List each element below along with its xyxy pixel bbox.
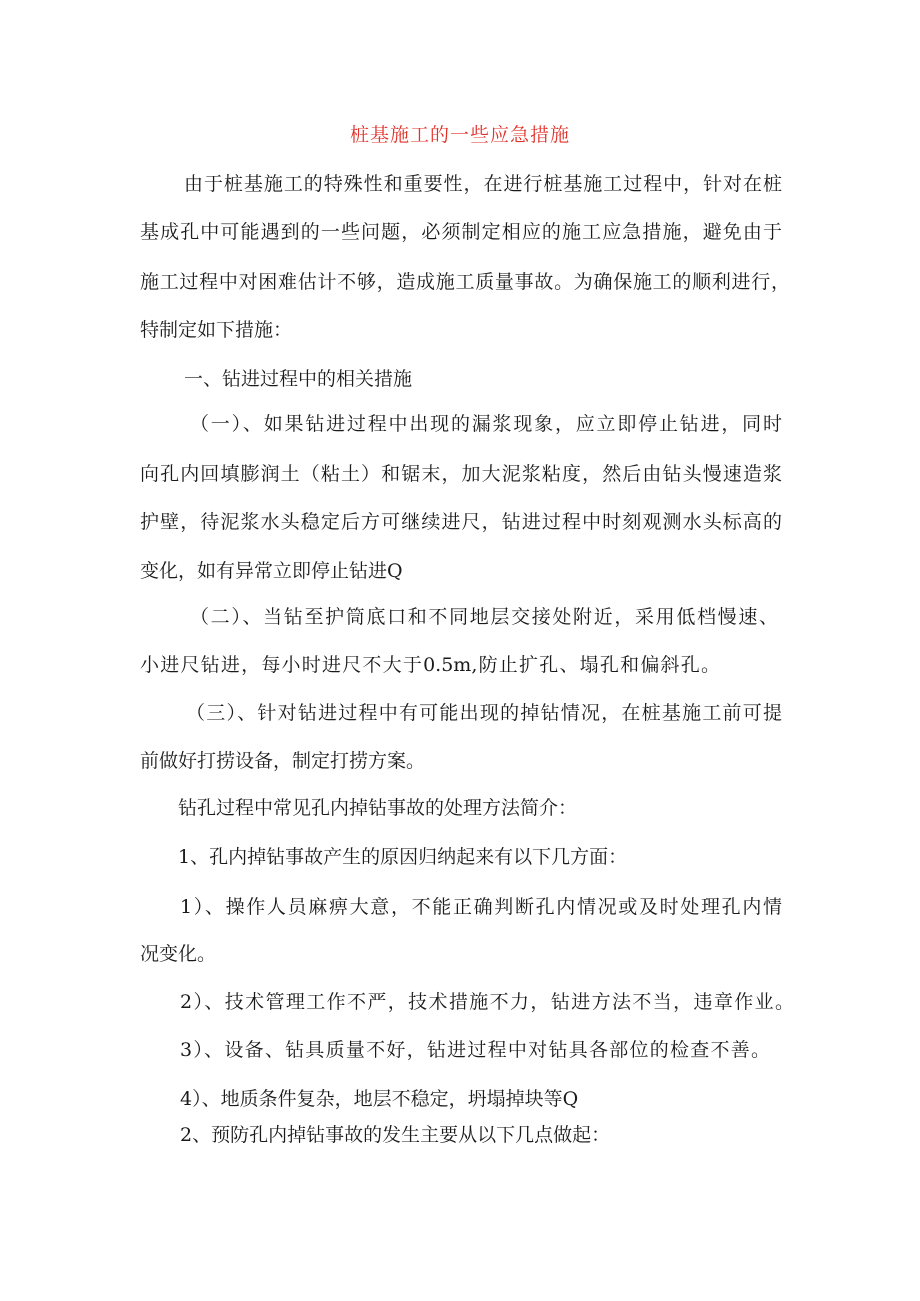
document-title: 桩基施工的一些应急措施 [349, 124, 570, 146]
paragraph-line: 基成孔中可能遇到的一些问题，必须制定相应的施工应急措施，避免由于 [140, 221, 782, 243]
paragraph-line: 4）、地质条件复杂，地层不稳定，坍塌掉块等Q [180, 1088, 579, 1110]
paragraph-line: 向孔内回填膨润土（粘土）和锯末，加大泥浆粘度，然后由钻头慢速造浆 [140, 463, 782, 485]
paragraph-line: 1）、操作人员麻痹大意，不能正确判断孔内情况或及时处理孔内情 [180, 896, 782, 918]
paragraph-line: 前做好打捞设备，制定打捞方案。 [140, 750, 426, 772]
paragraph-line: （一）、如果钻进过程中出现的漏浆现象，应立即停止钻进，同时 [190, 413, 782, 435]
paragraph-line: 特制定如下措施： [140, 319, 293, 341]
paragraph-line: 况变化。 [140, 943, 217, 965]
paragraph-line: 施工过程中对困难估计不够，造成施工质量事故。为确保施工的顺利进行， [140, 271, 790, 293]
section-heading: 一、钻进过程中的相关措施 [184, 368, 413, 390]
paragraph-line: （二）、当钻至护筒底口和不同地层交接处附近，采用低档慢速、 [190, 606, 778, 628]
paragraph-line: 2、预防孔内掉钻事故的发生主要从以下几点做起： [180, 1124, 611, 1146]
paragraph-line: 小进尺钻进，每小时进尺不大于0.5m,防止扩孔、塌孔和偏斜孔。 [140, 654, 720, 676]
paragraph-line: 变化，如有异常立即停止钻进Q [140, 560, 403, 582]
paragraph-line: 2）、技术管理工作不严，技术措施不力，钻进方法不当，违章作业。 [180, 991, 794, 1013]
paragraph-line: 由于桩基施工的特殊性和重要性，在进行桩基施工过程中，针对在桩 [184, 173, 782, 195]
paragraph-line: 3）、设备、钻具质量不好，钻进过程中对钻具各部位的检查不善。 [180, 1039, 770, 1061]
paragraph-line: 1、孔内掉钻事故产生的原因归纳起来有以下几方面： [178, 846, 628, 868]
paragraph-line: （三）、针对钻进过程中有可能出现的掉钻情况，在桩基施工前可提 [186, 702, 782, 724]
paragraph-line: 护壁，待泥浆水头稳定后方可继续进尺，钻进过程中时刻观测水头标高的 [140, 511, 782, 533]
paragraph-line: 钻孔过程中常见孔内掉钻事故的处理方法简介： [178, 797, 578, 819]
